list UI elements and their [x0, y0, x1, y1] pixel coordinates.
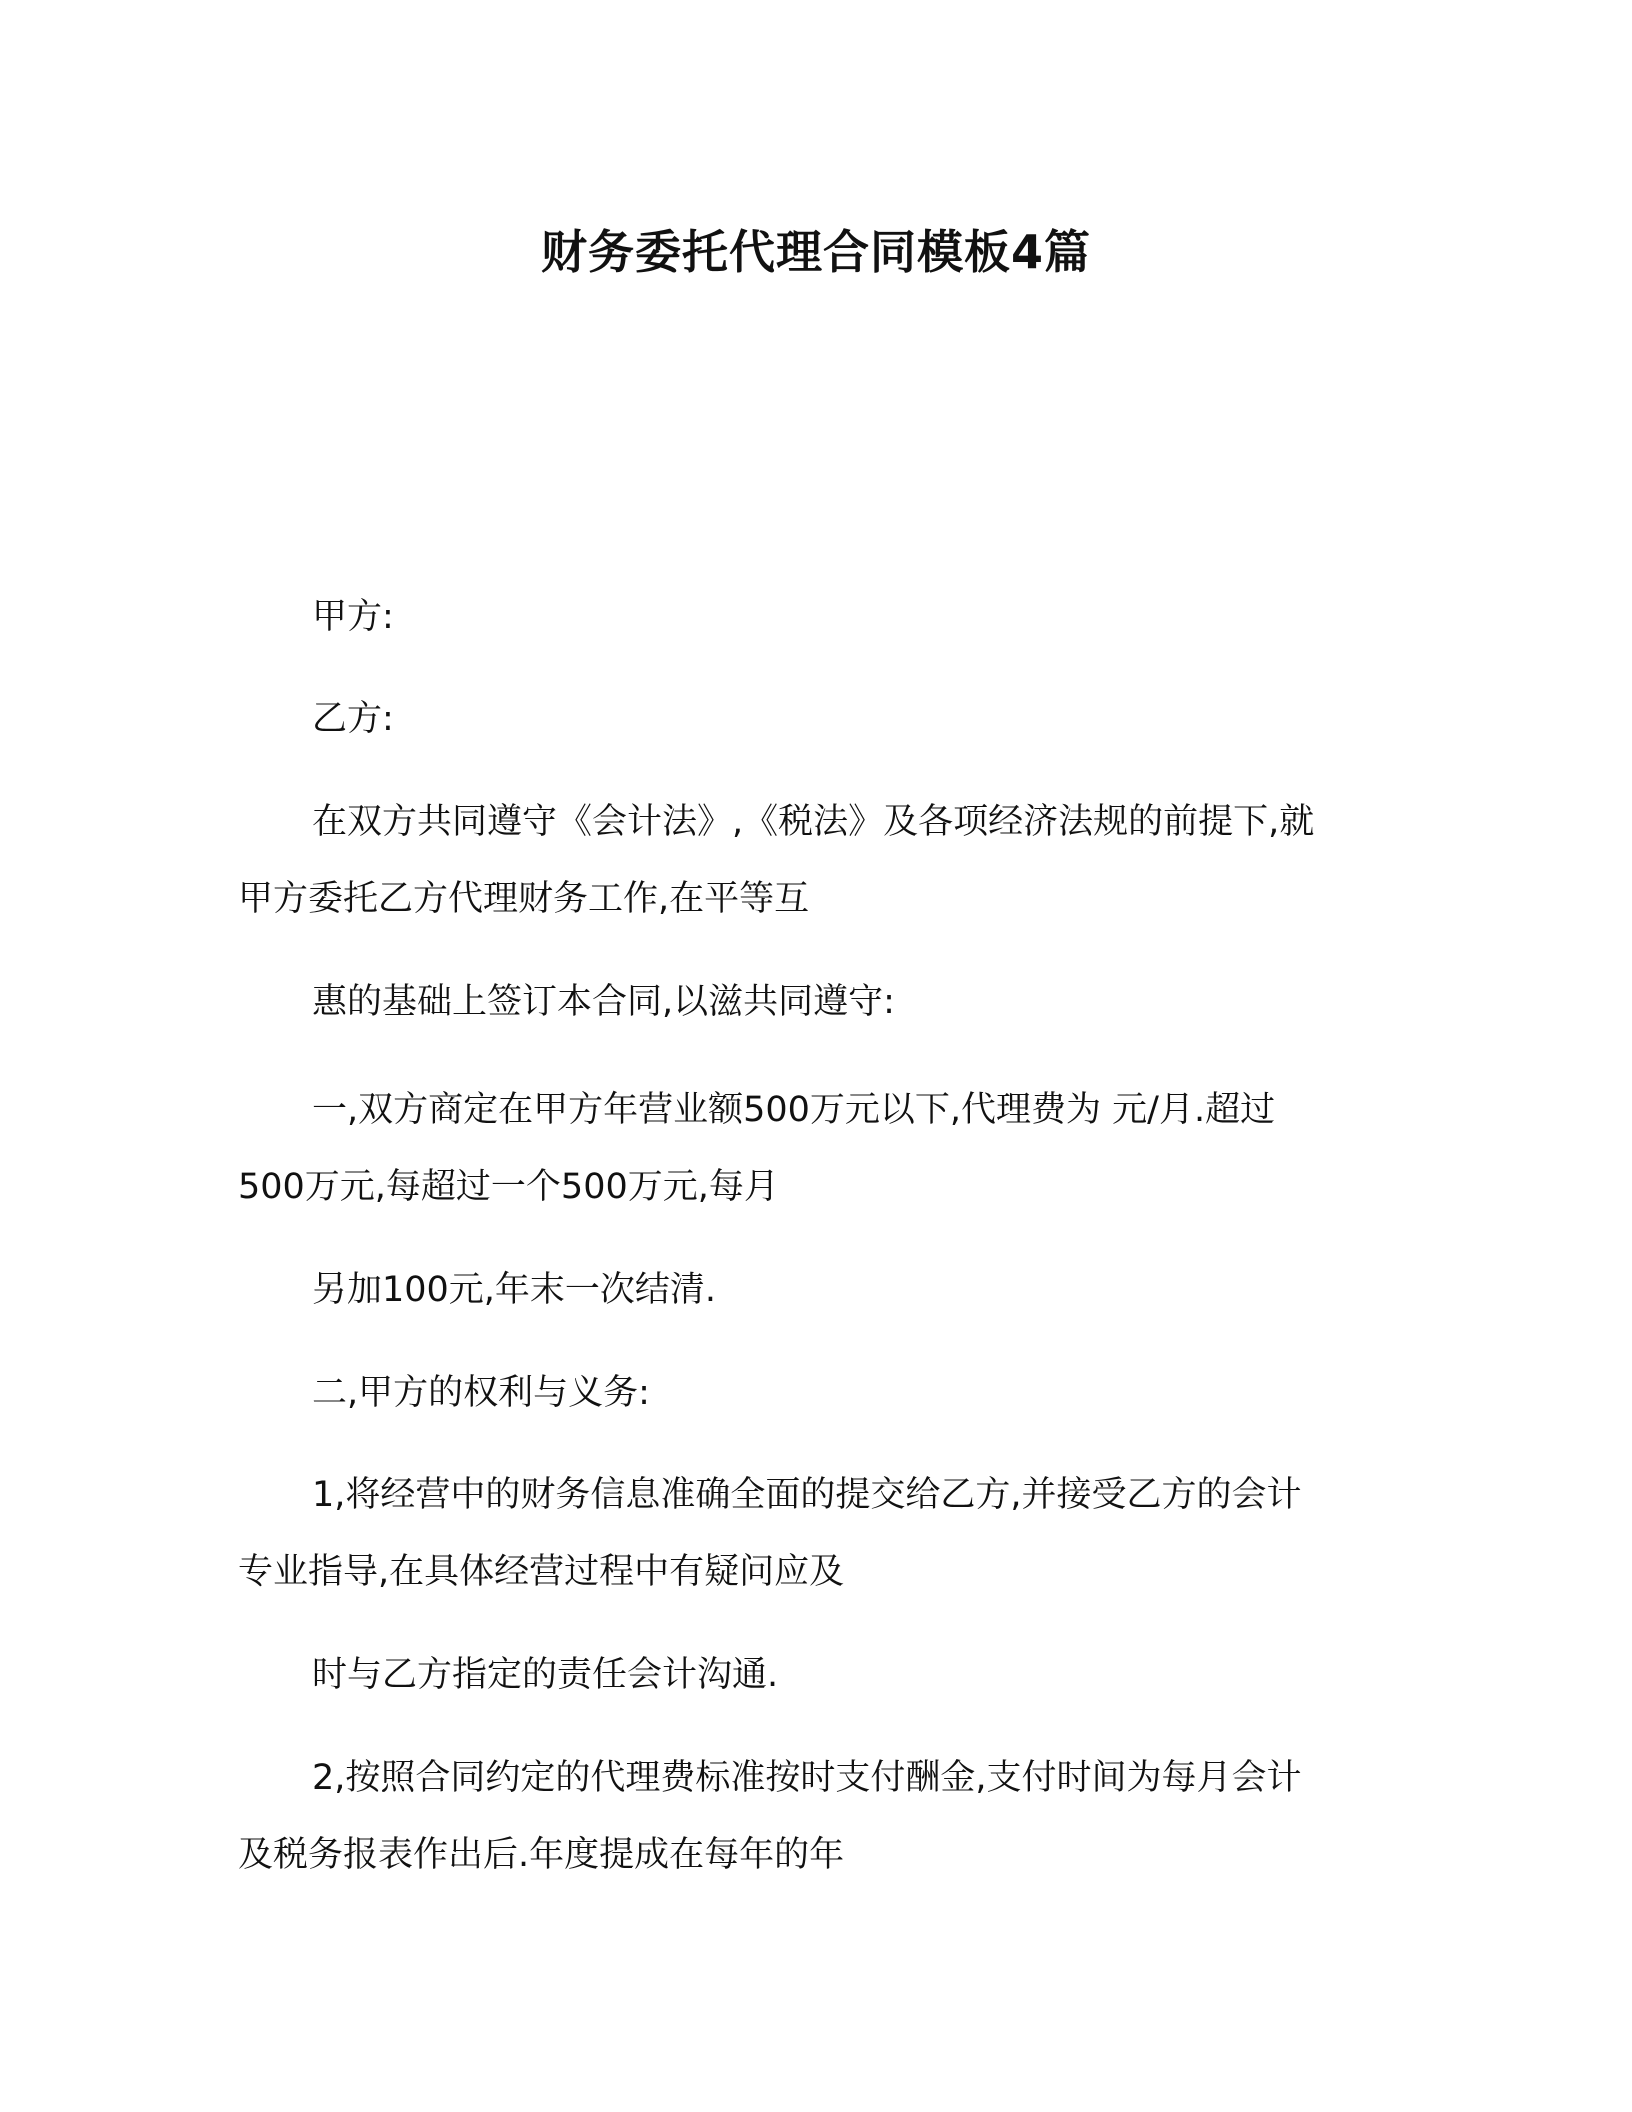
- preamble-line-1: 在双方共同遵守《会计法》,《税法》及各项经济法规的前提下,就: [312, 802, 1315, 842]
- item-1-line-2: 专业指导,在具体经营过程中有疑问应及: [238, 1552, 845, 1592]
- clause-1-line-2: 500万元,每超过一个500万元,每月: [238, 1167, 779, 1207]
- preamble-line-3: 惠的基础上签订本合同,以滋共同遵守:: [312, 982, 895, 1022]
- section-2-heading: 二,甲方的权利与义务:: [312, 1373, 650, 1413]
- document-title: 财务委托代理合同模板4篇: [540, 225, 1091, 279]
- item-2-line-1: 2,按照合同约定的代理费标准按时支付酬金,支付时间为每月会计: [312, 1758, 1302, 1798]
- item-1-line-3: 时与乙方指定的责任会计沟通.: [312, 1655, 779, 1695]
- party-b-line: 乙方:: [312, 699, 394, 739]
- clause-1-line-1: 一,双方商定在甲方年营业额500万元以下,代理费为 元/月.超过: [312, 1090, 1276, 1130]
- item-1-line-1: 1,将经营中的财务信息准确全面的提交给乙方,并接受乙方的会计: [312, 1475, 1302, 1515]
- clause-1-line-3: 另加100元,年末一次结清.: [312, 1270, 717, 1310]
- party-a-line: 甲方:: [312, 597, 394, 637]
- preamble-line-2: 甲方委托乙方代理财务工作,在平等互: [238, 879, 810, 919]
- item-2-line-2: 及税务报表作出后.年度提成在每年的年: [238, 1835, 845, 1875]
